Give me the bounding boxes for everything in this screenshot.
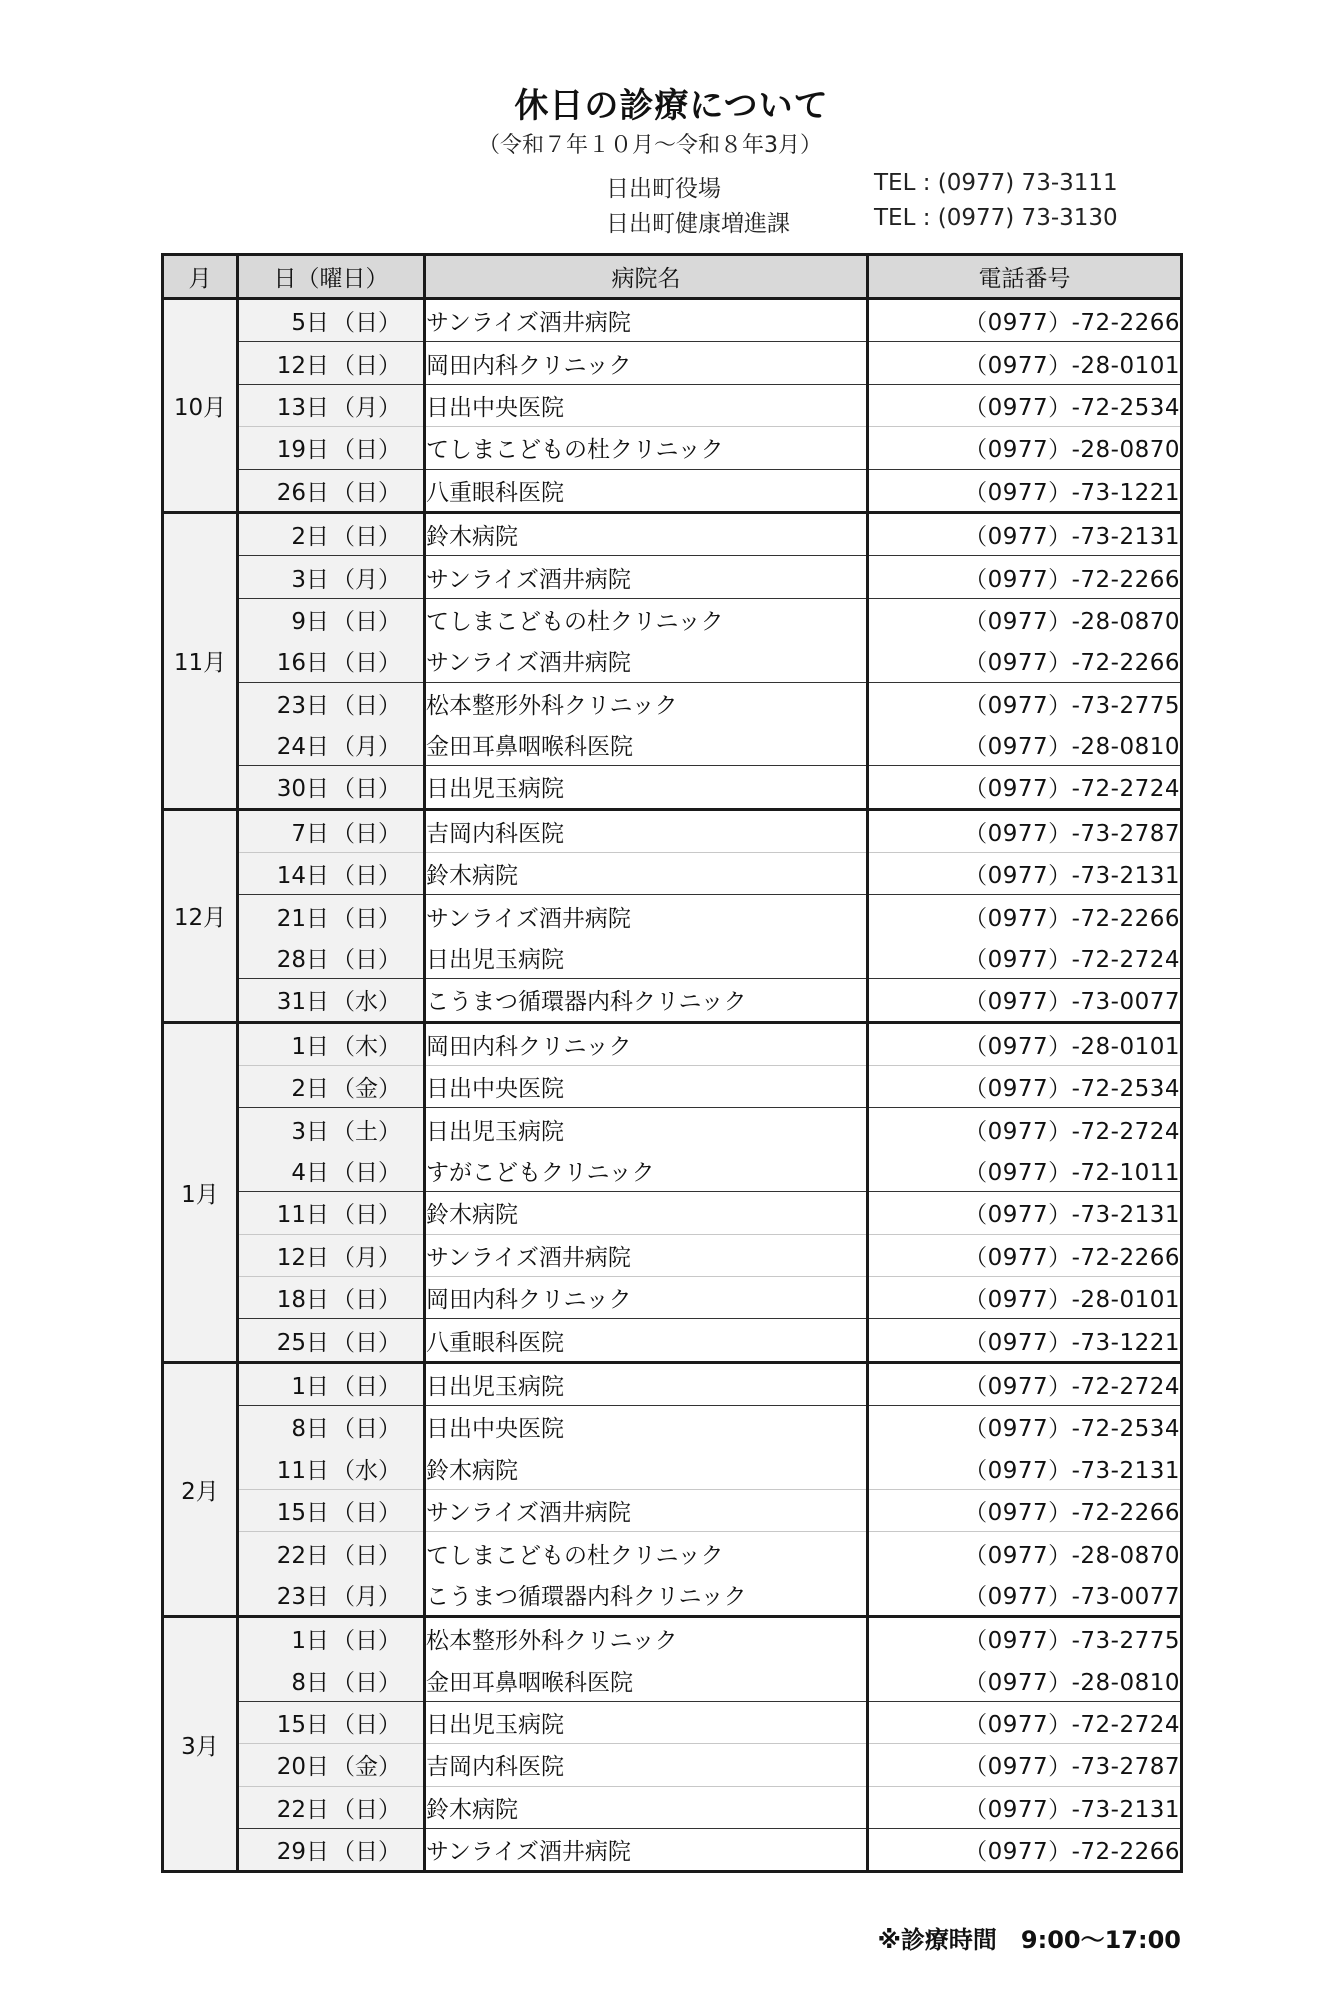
phone-number: （0977）-72-2266 (868, 1489, 1182, 1531)
table-row (163, 1150, 1182, 1192)
phone-number: （0977）-28-0870 (868, 598, 1182, 640)
hospital-name: 鈴木病院 (425, 853, 868, 895)
day-of-week: （金） (332, 1076, 401, 1103)
month-cell: 2月 (163, 1362, 238, 1616)
phone-number: （0977）-73-2775 (868, 1617, 1182, 1660)
phone-number: （0977）-72-2724 (868, 766, 1182, 809)
contact-health-dept (606, 205, 1118, 238)
hospital-name: 日出児玉病院 (425, 766, 868, 809)
column-header-month: 月 (163, 255, 238, 299)
day-of-week: （日） (332, 1712, 401, 1739)
day-wrap (239, 603, 423, 636)
day-number: 25日 (276, 1329, 329, 1356)
phone-number: （0977）-73-2131 (868, 853, 1182, 895)
phone-number: （0977）-72-2266 (868, 1829, 1182, 1872)
phone-number: （0977）-72-2534 (868, 1406, 1182, 1448)
table-row (163, 724, 1182, 766)
day-cell (238, 1406, 425, 1448)
hospital-name: サンライズ酒井病院 (425, 640, 868, 682)
day-wrap (239, 1368, 423, 1401)
hospital-name: すがこどもクリニック (425, 1150, 868, 1192)
day-number: 4日 (291, 1160, 329, 1186)
day-number: 18日 (276, 1287, 329, 1314)
day-wrap (239, 644, 423, 677)
day-number: 23日 (276, 1583, 329, 1610)
hospital-name: てしまこどもの杜クリニック (425, 1532, 868, 1574)
day-of-week: （日） (332, 1202, 401, 1229)
day-wrap (239, 1452, 423, 1485)
hospital-name: 吉岡内科医院 (425, 1744, 868, 1786)
day-wrap (239, 1324, 423, 1357)
day-wrap (239, 1196, 423, 1229)
hospital-name: 日出中央医院 (425, 1066, 868, 1108)
contact-tel: TEL : (0977) 73-3111 (874, 170, 1118, 196)
day-number: 28日 (276, 947, 329, 974)
phone-number: （0977）-73-1221 (868, 469, 1182, 512)
day-wrap (239, 1537, 423, 1570)
day-wrap (239, 815, 423, 848)
day-of-week: （月） (332, 1583, 401, 1610)
phone-number: （0977）-28-0870 (868, 1532, 1182, 1574)
table-row (163, 342, 1182, 384)
day-wrap (239, 431, 423, 464)
table-row (163, 556, 1182, 598)
day-wrap (239, 1113, 423, 1146)
day-of-week: （月） (332, 734, 401, 761)
day-cell (238, 809, 425, 852)
hospital-name: 金田耳鼻咽喉科医院 (425, 724, 868, 766)
phone-number: （0977）-28-0810 (868, 1660, 1182, 1702)
phone-number: （0977）-28-0810 (868, 724, 1182, 766)
day-number: 16日 (276, 650, 329, 677)
contact-tel: TEL : (0977) 73-3130 (874, 205, 1118, 231)
month-cell: 1月 (163, 1022, 238, 1362)
day-cell (238, 853, 425, 895)
day-wrap (239, 1281, 423, 1314)
month-cell: 12月 (163, 809, 238, 1022)
day-of-week: （日） (332, 820, 401, 847)
day-cell (238, 1022, 425, 1065)
day-of-week: （日） (332, 1542, 401, 1569)
table-row (163, 1660, 1182, 1702)
day-of-week: （日） (332, 479, 401, 506)
table-row (163, 1319, 1182, 1362)
day-number: 13日 (276, 394, 329, 421)
day-wrap (239, 518, 423, 551)
table-row (163, 1744, 1182, 1786)
day-cell (238, 1362, 425, 1405)
day-of-week: （月） (332, 566, 401, 593)
table-row (163, 1786, 1182, 1828)
phone-number: （0977）-72-2724 (868, 1362, 1182, 1405)
phone-number: （0977）-73-0077 (868, 979, 1182, 1022)
day-cell (238, 1319, 425, 1362)
day-cell (238, 1701, 425, 1743)
day-of-week: （日） (332, 524, 401, 551)
page-title: 休日の診療について (514, 86, 829, 126)
day-of-week: （日） (332, 776, 401, 803)
day-cell (238, 1574, 425, 1617)
day-of-week: （日） (332, 692, 401, 719)
phone-number: （0977）-72-2266 (868, 895, 1182, 937)
hospital-name: サンライズ酒井病院 (425, 1234, 868, 1276)
day-wrap (239, 687, 423, 720)
day-of-week: （日） (332, 1373, 401, 1400)
day-number: 5日 (291, 310, 329, 337)
day-of-week: （日） (332, 1416, 401, 1443)
phone-number: （0977）-72-2266 (868, 1234, 1182, 1276)
day-of-week: （木） (332, 1033, 401, 1060)
day-wrap (239, 1833, 423, 1866)
day-wrap (239, 474, 423, 507)
day-wrap (239, 1410, 423, 1443)
hospital-name: こうまつ循環器内科クリニック (425, 979, 868, 1022)
day-number: 22日 (276, 1796, 329, 1823)
table-header-row (163, 255, 1182, 299)
day-of-week: （日） (332, 863, 401, 890)
day-cell (238, 640, 425, 682)
table-row (163, 1022, 1182, 1065)
table-row (163, 1532, 1182, 1574)
day-cell (238, 1108, 425, 1150)
month-cell: 10月 (163, 299, 238, 513)
day-number: 8日 (291, 1416, 329, 1443)
contact-name: 日出町役場 (606, 176, 721, 202)
phone-number: （0977）-73-2131 (868, 512, 1182, 555)
day-number: 1日 (291, 1033, 329, 1060)
phone-number: （0977）-73-2131 (868, 1448, 1182, 1490)
table-body (163, 299, 1182, 1872)
phone-number: （0977）-72-2534 (868, 384, 1182, 426)
day-of-week: （日） (332, 947, 401, 974)
day-wrap (239, 347, 423, 380)
day-number: 11日 (276, 1457, 329, 1484)
day-cell (238, 766, 425, 809)
day-number: 23日 (276, 692, 329, 719)
day-of-week: （日） (332, 1160, 401, 1186)
day-of-week: （日） (332, 310, 401, 337)
hospital-name: こうまつ循環器内科クリニック (425, 1574, 868, 1617)
day-number: 20日 (276, 1754, 329, 1781)
day-wrap (239, 1622, 423, 1655)
hospital-name: 日出児玉病院 (425, 937, 868, 979)
phone-number: （0977）-72-2266 (868, 299, 1182, 342)
phone-number: （0977）-72-2266 (868, 640, 1182, 682)
day-wrap (239, 389, 423, 422)
day-cell (238, 512, 425, 555)
day-wrap (239, 1706, 423, 1739)
phone-number: （0977）-72-2534 (868, 1066, 1182, 1108)
hospital-name: サンライズ酒井病院 (425, 556, 868, 598)
phone-number: （0977）-73-0077 (868, 1574, 1182, 1617)
day-of-week: （日） (332, 1669, 401, 1696)
day-cell (238, 427, 425, 469)
day-number: 9日 (291, 608, 329, 635)
phone-number: （0977）-28-0101 (868, 1022, 1182, 1065)
phone-number: （0977）-73-1221 (868, 1319, 1182, 1362)
table-row (163, 979, 1182, 1022)
day-cell (238, 1532, 425, 1574)
day-number: 1日 (291, 1628, 329, 1655)
hospital-name: 松本整形外科クリニック (425, 1617, 868, 1660)
column-header-day: 日（曜日） (238, 255, 425, 299)
table-row (163, 766, 1182, 809)
table-row (163, 1701, 1182, 1743)
holiday-schedule-table (161, 253, 1183, 1873)
hospital-name: 鈴木病院 (425, 1786, 868, 1828)
day-cell (238, 895, 425, 937)
hospital-name: 岡田内科クリニック (425, 342, 868, 384)
table-row (163, 1108, 1182, 1150)
table-row (163, 1617, 1182, 1660)
day-of-week: （水） (332, 1457, 401, 1484)
day-number: 15日 (276, 1712, 329, 1739)
day-number: 2日 (291, 524, 329, 551)
day-number: 31日 (276, 989, 329, 1016)
phone-number: （0977）-73-2787 (868, 809, 1182, 852)
day-of-week: （土） (332, 1118, 401, 1145)
table-row (163, 512, 1182, 555)
hospital-name: 日出中央医院 (425, 1406, 868, 1448)
hospital-name: サンライズ酒井病院 (425, 299, 868, 342)
phone-number: （0977）-28-0101 (868, 342, 1182, 384)
day-number: 15日 (276, 1500, 329, 1527)
day-number: 26日 (276, 479, 329, 506)
day-cell (238, 724, 425, 766)
phone-number: （0977）-73-2775 (868, 682, 1182, 724)
day-cell (238, 979, 425, 1022)
day-cell (238, 556, 425, 598)
table-row (163, 895, 1182, 937)
phone-number: （0977）-73-2131 (868, 1192, 1182, 1234)
column-header-hospital: 病院名 (425, 255, 868, 299)
phone-number: （0977）-73-2787 (868, 1744, 1182, 1786)
hospital-name: てしまこどもの杜クリニック (425, 427, 868, 469)
table-row (163, 469, 1182, 512)
hospital-name: 日出中央医院 (425, 384, 868, 426)
phone-number: （0977）-72-1011 (868, 1150, 1182, 1192)
hospital-name: 日出児玉病院 (425, 1108, 868, 1150)
day-of-week: （月） (332, 394, 401, 421)
day-cell (238, 1617, 425, 1660)
table-row (163, 384, 1182, 426)
day-wrap (239, 900, 423, 933)
hospital-name: サンライズ酒井病院 (425, 895, 868, 937)
phone-number: （0977）-72-2266 (868, 556, 1182, 598)
day-number: 2日 (291, 1076, 329, 1103)
table-row (163, 640, 1182, 682)
table-row (163, 937, 1182, 979)
day-wrap (239, 1664, 423, 1697)
day-cell (238, 1660, 425, 1702)
day-number: 22日 (276, 1542, 329, 1569)
phone-number: （0977）-72-2724 (868, 1701, 1182, 1743)
table-row (163, 299, 1182, 342)
day-of-week: （日） (332, 1287, 401, 1314)
day-cell (238, 1276, 425, 1318)
day-wrap (239, 1154, 423, 1187)
day-of-week: （日） (332, 1628, 401, 1655)
day-of-week: （水） (332, 989, 401, 1016)
table-row (163, 1489, 1182, 1531)
day-wrap (239, 1239, 423, 1272)
day-wrap (239, 1070, 423, 1103)
day-cell (238, 1829, 425, 1872)
hospital-name: 八重眼科医院 (425, 469, 868, 512)
day-number: 24日 (276, 734, 329, 761)
day-of-week: （日） (332, 1329, 401, 1356)
day-number: 19日 (276, 437, 329, 464)
day-wrap (239, 1791, 423, 1824)
day-number: 29日 (276, 1839, 329, 1866)
day-wrap (239, 1028, 423, 1061)
day-wrap (239, 770, 423, 803)
day-of-week: （金） (332, 1754, 401, 1781)
day-wrap (239, 561, 423, 594)
day-of-week: （日） (332, 650, 401, 677)
day-wrap (239, 1748, 423, 1781)
hospital-name: 日出児玉病院 (425, 1362, 868, 1405)
table-row (163, 1574, 1182, 1617)
day-wrap (239, 1494, 423, 1527)
hospital-name: 鈴木病院 (425, 1448, 868, 1490)
hospital-name: 鈴木病院 (425, 1192, 868, 1234)
hospital-name: 吉岡内科医院 (425, 809, 868, 852)
day-cell (238, 682, 425, 724)
day-cell (238, 469, 425, 512)
day-number: 14日 (276, 863, 329, 890)
hospital-name: 岡田内科クリニック (425, 1276, 868, 1318)
day-wrap (239, 1578, 423, 1611)
day-wrap (239, 728, 423, 761)
day-number: 1日 (291, 1373, 329, 1400)
day-cell (238, 1786, 425, 1828)
day-wrap (239, 983, 423, 1016)
table-row (163, 1192, 1182, 1234)
day-number: 8日 (291, 1669, 329, 1696)
day-number: 30日 (276, 776, 329, 803)
day-of-week: （日） (332, 437, 401, 464)
day-of-week: （月） (332, 1244, 401, 1271)
day-cell (238, 384, 425, 426)
day-of-week: （日） (332, 905, 401, 932)
hospital-name: 鈴木病院 (425, 512, 868, 555)
day-cell (238, 937, 425, 979)
table-row (163, 1066, 1182, 1108)
table-row (163, 1276, 1182, 1318)
day-cell (238, 1489, 425, 1531)
day-cell (238, 1150, 425, 1192)
table-row (163, 1234, 1182, 1276)
day-cell (238, 1192, 425, 1234)
day-cell (238, 598, 425, 640)
day-number: 3日 (291, 566, 329, 593)
day-of-week: （日） (332, 1839, 401, 1866)
hospital-name: 金田耳鼻咽喉科医院 (425, 1660, 868, 1702)
phone-number: （0977）-72-2724 (868, 1108, 1182, 1150)
hospital-name: 日出児玉病院 (425, 1701, 868, 1743)
day-wrap (239, 941, 423, 974)
contact-name: 日出町健康増進課 (606, 211, 790, 237)
table-row (163, 1448, 1182, 1490)
day-cell (238, 1744, 425, 1786)
hospital-name: 岡田内科クリニック (425, 1022, 868, 1065)
table-row (163, 427, 1182, 469)
column-header-phone: 電話番号 (868, 255, 1182, 299)
hospital-name: サンライズ酒井病院 (425, 1489, 868, 1531)
phone-number: （0977）-72-2724 (868, 937, 1182, 979)
day-of-week: （日） (332, 1500, 401, 1527)
day-of-week: （日） (332, 352, 401, 379)
consultation-hours-note: ※診療時間 9:00～17:00 (877, 1926, 1181, 1954)
day-cell (238, 299, 425, 342)
day-cell (238, 1448, 425, 1490)
phone-number: （0977）-28-0870 (868, 427, 1182, 469)
table-row (163, 853, 1182, 895)
day-number: 21日 (276, 905, 329, 932)
month-cell: 11月 (163, 512, 238, 809)
day-of-week: （日） (332, 608, 401, 635)
phone-number: （0977）-28-0101 (868, 1276, 1182, 1318)
month-cell: 3月 (163, 1617, 238, 1872)
day-number: 7日 (291, 820, 329, 847)
table-row (163, 1362, 1182, 1405)
hospital-name: 八重眼科医院 (425, 1319, 868, 1362)
table-row (163, 809, 1182, 852)
table-row (163, 598, 1182, 640)
hospital-name: てしまこどもの杜クリニック (425, 598, 868, 640)
day-cell (238, 1066, 425, 1108)
phone-number: （0977）-73-2131 (868, 1786, 1182, 1828)
day-number: 12日 (276, 1244, 329, 1271)
day-of-week: （日） (332, 1796, 401, 1823)
table-row (163, 682, 1182, 724)
hospital-name: 松本整形外科クリニック (425, 682, 868, 724)
day-number: 11日 (276, 1202, 329, 1229)
day-number: 3日 (291, 1118, 329, 1145)
day-number: 12日 (276, 352, 329, 379)
hospital-name: サンライズ酒井病院 (425, 1829, 868, 1872)
period-subtitle: （令和７年１０月～令和８年3月） (478, 133, 822, 158)
table-row (163, 1829, 1182, 1872)
day-wrap (239, 857, 423, 890)
contact-town-office (606, 170, 1118, 203)
day-cell (238, 342, 425, 384)
day-wrap (239, 304, 423, 337)
day-cell (238, 1234, 425, 1276)
table-row (163, 1406, 1182, 1448)
